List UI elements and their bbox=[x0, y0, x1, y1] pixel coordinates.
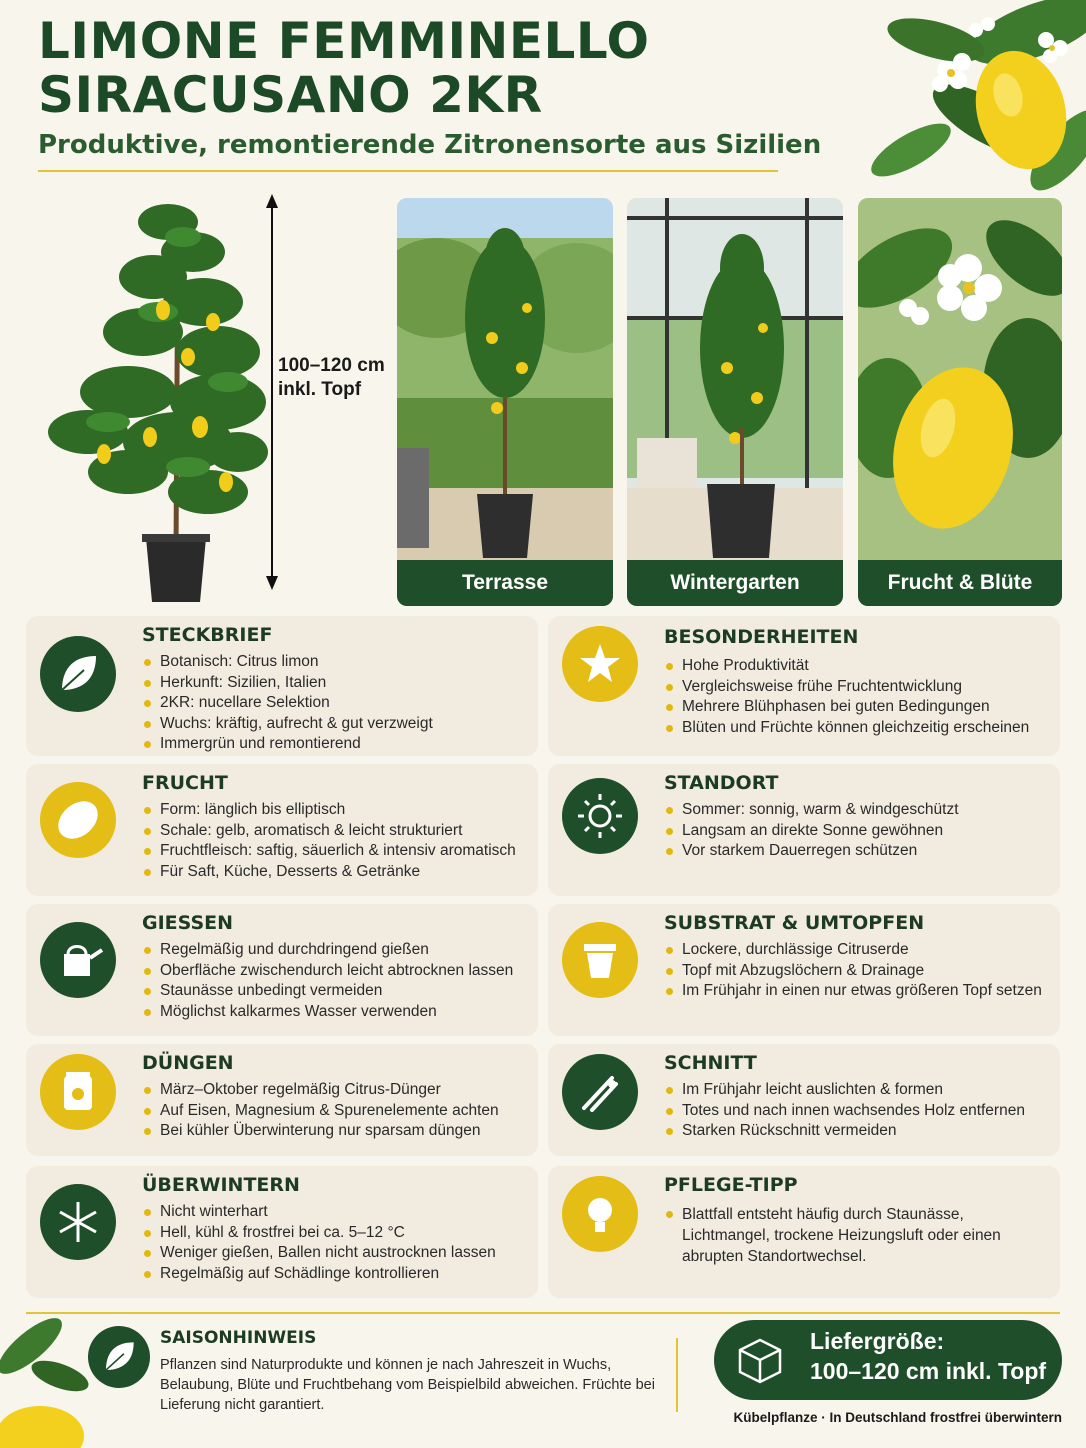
list-item: Sommer: sonnig, warm & windgeschützt bbox=[664, 800, 959, 821]
list-item: Topf mit Abzugslöchern & Drainage bbox=[664, 961, 1042, 982]
photo-wintergarden bbox=[627, 198, 843, 606]
list-item: Totes und nach innen wachsendes Holz entfernen bbox=[664, 1101, 1025, 1122]
snowflake-icon bbox=[40, 1184, 116, 1260]
list-item: Regelmäßig und durchdringend gießen bbox=[142, 940, 513, 961]
height-label bbox=[278, 354, 385, 402]
list-item: Schale: gelb, aromatisch & leicht strukturiert bbox=[142, 821, 516, 842]
leaf-icon bbox=[88, 1326, 150, 1388]
list-item: Langsam an direkte Sonne gewöhnen bbox=[664, 821, 959, 842]
card-steckbrief bbox=[26, 616, 538, 756]
photo-caption-fruit-blossom: Frucht & Blüte bbox=[858, 560, 1062, 606]
card-list bbox=[664, 940, 1042, 1002]
height-value: 100–120 cm bbox=[278, 355, 385, 376]
card-giessen bbox=[26, 904, 538, 1036]
card-title: STECKBRIEF bbox=[142, 624, 273, 646]
card-substrat bbox=[548, 904, 1060, 1036]
list-item: 2KR: nucellare Selektion bbox=[142, 693, 433, 714]
list-item: Hohe Produktivität bbox=[664, 656, 1029, 677]
list-item: Fruchtfleisch: saftig, säuerlich & intensiv aromatisch bbox=[142, 841, 516, 862]
card-list bbox=[142, 652, 433, 755]
title-line-1: LIMONE FEMMINELLO bbox=[38, 12, 650, 70]
card-title: BESONDERHEITEN bbox=[664, 626, 859, 648]
card-title: DÜNGEN bbox=[142, 1052, 234, 1074]
list-item: Form: länglich bis elliptisch bbox=[142, 800, 516, 821]
lemon-decoration bbox=[0, 1316, 90, 1448]
watering-can-icon bbox=[40, 922, 116, 998]
list-item: Immergrün und remontierend bbox=[142, 734, 433, 755]
list-item: Auf Eisen, Magnesium & Spurenelemente achten bbox=[142, 1101, 499, 1122]
card-title: SCHNITT bbox=[664, 1052, 757, 1074]
photo-fruit-blossom bbox=[858, 198, 1062, 606]
card-duengen bbox=[26, 1044, 538, 1156]
wintergarden-scene bbox=[627, 198, 843, 606]
fruit-blossom-scene bbox=[858, 198, 1062, 606]
photo-caption-terrace: Terrasse bbox=[397, 560, 613, 606]
delivery-size-badge bbox=[714, 1320, 1062, 1400]
list-item: Wuchs: kräftig, aufrecht & gut verzweigt bbox=[142, 714, 433, 735]
title-divider bbox=[38, 170, 778, 172]
list-item: Herkunft: Sizilien, Italien bbox=[142, 673, 433, 694]
photo-caption-wintergarden: Wintergarten bbox=[627, 560, 843, 606]
list-item: Lockere, durchlässige Citruserde bbox=[664, 940, 1042, 961]
list-item: Botanisch: Citrus limon bbox=[142, 652, 433, 673]
page-subtitle: Produktive, remontierende Zitronensorte aus Sizilien bbox=[38, 130, 822, 160]
box-icon bbox=[734, 1334, 786, 1386]
bottom-divider bbox=[26, 1312, 1060, 1314]
title-line-2: SIRACUSANO 2KR bbox=[38, 66, 543, 124]
delivery-value: 100–120 cm inkl. Topf bbox=[810, 1358, 1047, 1384]
list-item: Im Frühjahr in einen nur etwas größeren Topf setzen bbox=[664, 981, 1042, 1002]
card-list bbox=[142, 1080, 499, 1142]
card-list bbox=[142, 800, 516, 882]
card-title: STANDORT bbox=[664, 772, 779, 794]
list-item: Vor starkem Dauerregen schützen bbox=[664, 841, 959, 862]
height-note: inkl. Topf bbox=[278, 379, 362, 400]
card-standort bbox=[548, 764, 1060, 896]
delivery-label: Liefergröße: bbox=[810, 1328, 945, 1354]
lemon-tree-illustration bbox=[28, 182, 278, 612]
list-item: Blüten und Früchte können gleichzeitig erscheinen bbox=[664, 718, 1029, 739]
card-title: PFLEGE-TIPP bbox=[664, 1174, 798, 1196]
card-pflegetipp bbox=[548, 1166, 1060, 1298]
lightbulb-icon bbox=[562, 1176, 638, 1252]
list-item: Nicht winterhart bbox=[142, 1202, 496, 1223]
season-text: Pflanzen sind Naturprodukte und können je nach Jahreszeit in Wuchs, Belaubung, Blüte und Fruchtbehang vom Beispielbild abweichen. Früchte bei Lieferung nicht garantiert. bbox=[160, 1357, 655, 1413]
sun-icon bbox=[562, 778, 638, 854]
list-item: Bei kühler Überwinterung nur sparsam düngen bbox=[142, 1121, 499, 1142]
leaf-icon bbox=[40, 636, 116, 712]
list-item: Mehrere Blühphasen bei guten Bedingungen bbox=[664, 697, 1029, 718]
photo-terrace bbox=[397, 198, 613, 606]
list-item: Starken Rückschnitt vermeiden bbox=[664, 1121, 1025, 1142]
card-frucht bbox=[26, 764, 538, 896]
card-list bbox=[142, 1202, 496, 1284]
card-besonderheiten bbox=[548, 616, 1060, 756]
card-list bbox=[142, 940, 513, 1022]
list-item: Im Frühjahr leicht auslichten & formen bbox=[664, 1080, 1025, 1101]
card-schnitt bbox=[548, 1044, 1060, 1156]
card-title: FRUCHT bbox=[142, 772, 228, 794]
footer-note: Kübelpflanze · In Deutschland frostfrei überwintern bbox=[733, 1410, 1062, 1425]
card-title: GIESSEN bbox=[142, 912, 234, 934]
pot-icon bbox=[562, 922, 638, 998]
terrace-scene bbox=[397, 198, 613, 606]
pruning-shears-icon bbox=[562, 1054, 638, 1130]
list-item: Regelmäßig auf Schädlinge kontrollieren bbox=[142, 1264, 496, 1285]
season-title: SAISONHINWEIS bbox=[160, 1328, 317, 1348]
star-icon bbox=[562, 626, 638, 702]
list-item: Weniger gießen, Ballen nicht austrocknen lassen bbox=[142, 1243, 496, 1264]
fertilizer-bag-icon bbox=[40, 1054, 116, 1130]
tip-text: Blattfall entsteht häufig durch Staunässe, Lichtmangel, trockene Heizungsluft oder einen abrupten Standortwechsel. bbox=[664, 1204, 1044, 1267]
vertical-divider bbox=[676, 1338, 678, 1412]
lemon-branch-decoration bbox=[736, 0, 1086, 200]
list-item: Staunässe unbedingt vermeiden bbox=[142, 981, 513, 1002]
card-title: ÜBERWINTERN bbox=[142, 1174, 300, 1196]
lemon-icon bbox=[40, 782, 116, 858]
list-item: Für Saft, Küche, Desserts & Getränke bbox=[142, 862, 516, 883]
list-item: Möglichst kalkarmes Wasser verwenden bbox=[142, 1002, 513, 1023]
card-list bbox=[664, 800, 959, 862]
page-title bbox=[38, 14, 650, 122]
list-item: Hell, kühl & frostfrei bei ca. 5–12 °C bbox=[142, 1223, 496, 1244]
list-item: Vergleichsweise frühe Fruchtentwicklung bbox=[664, 677, 1029, 698]
list-item: Oberfläche zwischendurch leicht abtrocknen lassen bbox=[142, 961, 513, 982]
card-title: SUBSTRAT & UMTOPFEN bbox=[664, 912, 925, 934]
card-list bbox=[664, 1080, 1025, 1142]
card-ueberwintern bbox=[26, 1166, 538, 1298]
list-item: März–Oktober regelmäßig Citrus-Dünger bbox=[142, 1080, 499, 1101]
card-list bbox=[664, 656, 1029, 738]
